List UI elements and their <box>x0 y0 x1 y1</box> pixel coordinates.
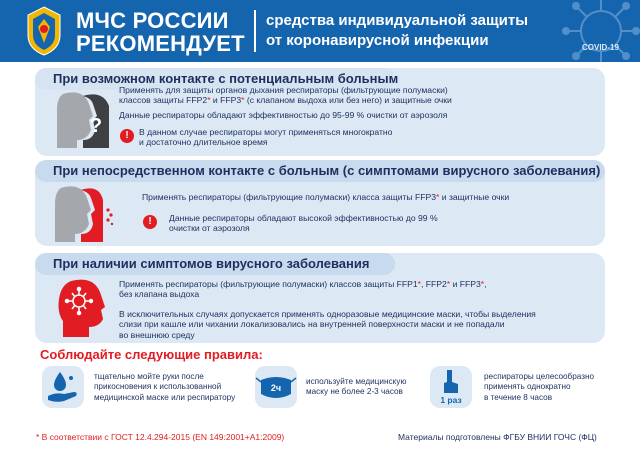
header-subtitle-line2: от коронавирусной инфекции <box>266 32 489 49</box>
section-title: При возможном контакте с потенциальным больным <box>35 68 395 90</box>
section-text: Применять респираторы (фильтрующие полумаски) класса защиты FFP3* и защитные очки <box>142 192 510 202</box>
section-direct-contact <box>35 160 605 246</box>
mchs-emblem-icon <box>24 5 64 57</box>
header-banner <box>0 0 640 62</box>
hand-wash-icon <box>42 366 84 408</box>
rule-text: тщательно мойте руки после прикосновения к использованной медицинской маске или респиратору <box>94 372 236 402</box>
covid-tag: COVID-19 <box>582 43 619 52</box>
credit-text: Материалы подготовлены ФГБУ ВНИИ ГОЧС (ФЦ) <box>398 432 597 442</box>
section-warning-text: Данные респираторы обладают высокой эффективностью до 99 % очистки от аэрозоля <box>169 213 438 234</box>
rules-title: Соблюдайте следующие правила: <box>40 347 263 362</box>
face-question-icon <box>53 90 113 150</box>
section-efficiency-text: Данные респираторы обладают эффективностью до 95-99 % очистки от аэрозоля <box>119 110 448 120</box>
section-symptoms <box>35 253 605 343</box>
coronavirus-icon <box>556 0 640 62</box>
mask-2h-icon <box>255 366 297 408</box>
section-title: При непосредственном контакте с больным (с симптомами вирусного заболевания) <box>35 160 605 182</box>
section-possible-contact <box>35 68 605 156</box>
one-time-badge: 1 раз <box>440 395 462 405</box>
rule-text: используйте медицинскую маску не более 2-3 часов <box>306 377 407 397</box>
warning-icon: ! <box>143 215 157 229</box>
header-subtitle-line1: средства индивидуальной защиты <box>266 12 529 29</box>
face-sneeze-icon <box>53 184 115 242</box>
warning-icon: ! <box>120 129 134 143</box>
gost-footnote: * В соответствии с ГОСТ 12.4.294-2015 (EN 149:2001+A1:2009) <box>36 432 285 442</box>
section-text: Применять респираторы (фильтрующие полумаски) классов защиты FFP1*, FFP2* и FFP3*, без клапана выдоха <box>119 279 487 300</box>
section-warning-text: В данном случае респираторы могут применяться многократно и достаточно длительное время <box>139 127 393 148</box>
section-mask-text: В исключительных случаях допускается применять одноразовые медицинские маски, чтобы выделения слизи при кашле или чихании локализовались на внутренней поверхности маски и не попадали во внешнюю среду <box>119 309 536 340</box>
rule-text: респираторы целесообразно применять однократно в течение 8 часов <box>484 372 595 402</box>
brand-title-line1: МЧС РОССИИ <box>76 8 229 33</box>
head-virus-icon <box>57 277 109 337</box>
section-title: При наличии симптомов вирусного заболевания <box>35 253 395 275</box>
one-time-icon <box>430 366 472 408</box>
brand-title-line2: РЕКОМЕНДУЕТ <box>76 31 245 56</box>
section-text: Применять для защиты органов дыхания респираторы (фильтрующие полумаски) классов защиты FFP2* и FFP3* (с клапаном выдоха или без него) и защитные очки <box>119 85 452 106</box>
header-divider <box>254 10 256 52</box>
mask-time-badge: 2ч <box>270 383 282 393</box>
svg-text:?: ? <box>89 115 103 137</box>
